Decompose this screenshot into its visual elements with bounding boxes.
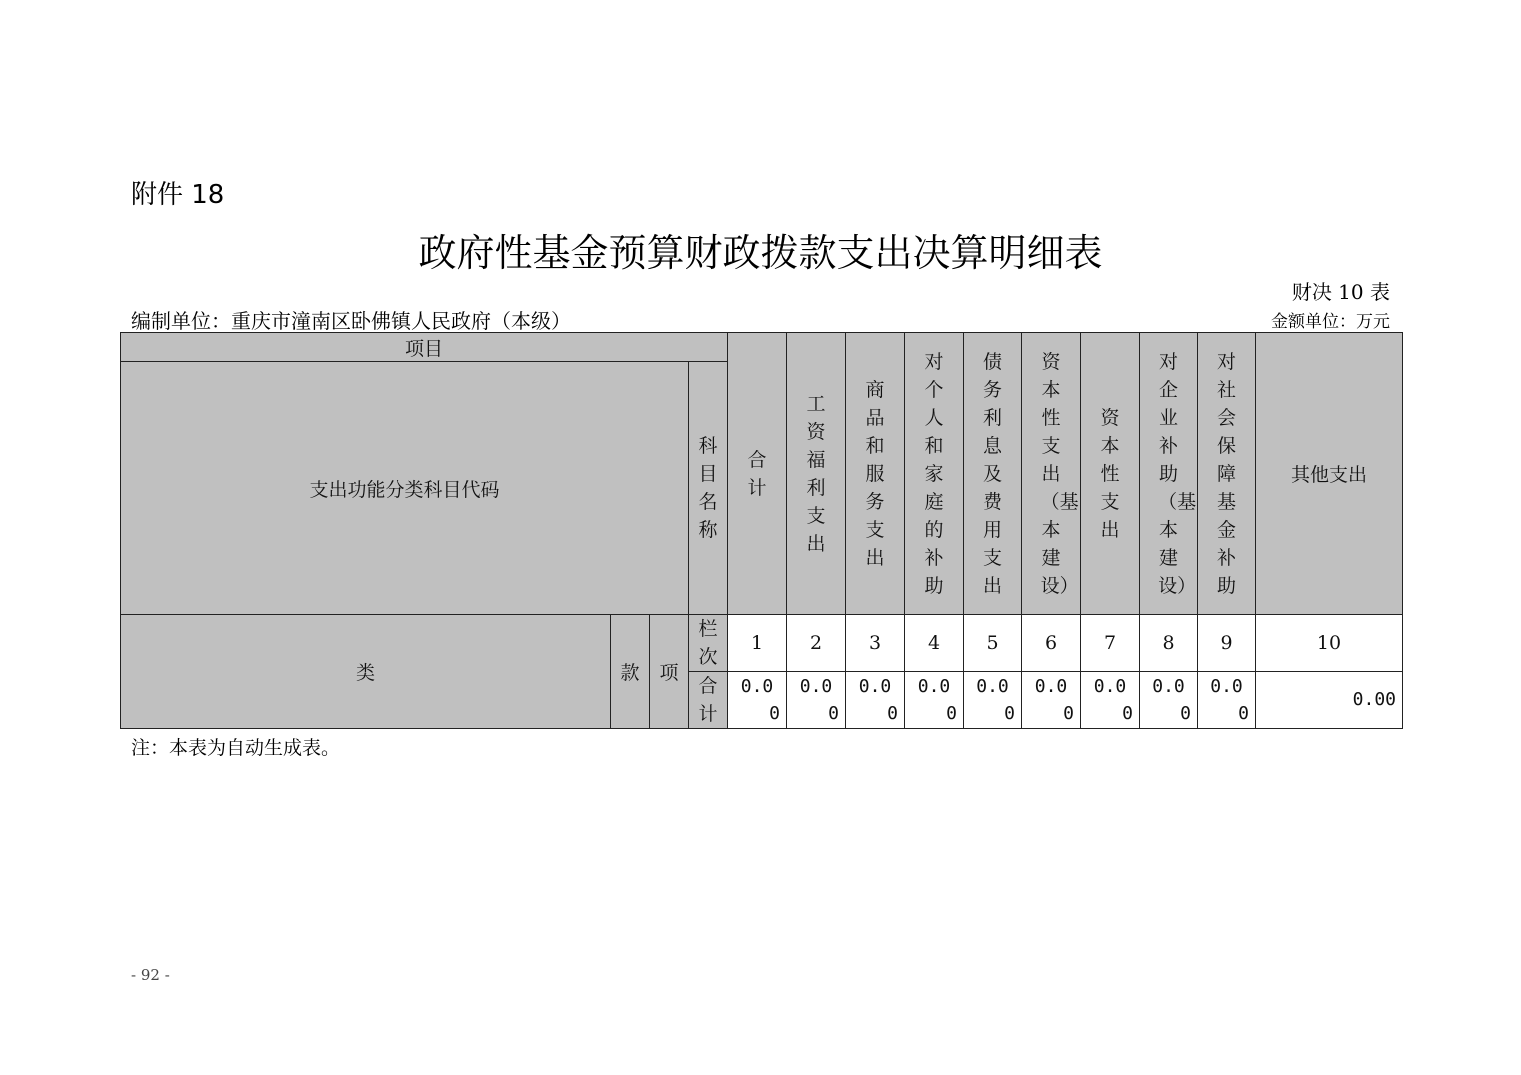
- col-header-9: 对社会保障基金补助: [1198, 333, 1256, 615]
- total-value-line1: 0.0: [1210, 676, 1243, 697]
- total-label: 合计: [689, 672, 728, 729]
- column-number: 7: [1081, 615, 1140, 672]
- total-value-line1: 0.0: [1093, 676, 1127, 697]
- row-label-xiang: 项: [650, 615, 689, 729]
- row-label-lanci: 栏次: [689, 615, 728, 672]
- amount-unit: 金额单位：万元: [1271, 312, 1390, 332]
- total-value-line2: 0: [769, 703, 781, 724]
- total-value-line2: 0: [887, 703, 899, 724]
- total-value-line1: 0.0: [1152, 676, 1185, 697]
- total-value-line2: 0: [1180, 703, 1192, 724]
- column-number: 9: [1198, 615, 1256, 672]
- col-header-4: 对个人和家庭的补助: [905, 333, 964, 615]
- compiling-unit: 编制单位：重庆市潼南区卧佛镇人民政府（本级）: [131, 309, 571, 333]
- attachment-label: 附件 18: [131, 180, 225, 210]
- total-value-line1: 0.0: [1034, 676, 1068, 697]
- expenditure-table: [120, 332, 1403, 729]
- total-value: [964, 672, 1022, 729]
- total-value: [728, 672, 787, 729]
- page-title: 政府性基金预算财政拨款支出决算明细表: [418, 231, 1103, 275]
- total-value-line1: 0.0: [799, 676, 833, 697]
- row-label-kuan: 款: [611, 615, 650, 729]
- col-header-6: 资本性支出（基本建设）: [1022, 333, 1081, 615]
- total-value-line1: 0.0: [976, 676, 1009, 697]
- total-value: [1140, 672, 1198, 729]
- total-value: [787, 672, 846, 729]
- total-value: [1022, 672, 1081, 729]
- header-subject-name: 科目名称: [689, 362, 728, 615]
- total-value-line2: 0: [828, 703, 840, 724]
- column-number: 6: [1022, 615, 1081, 672]
- total-value-line2: 0: [946, 703, 958, 724]
- column-number: 10: [1256, 615, 1403, 672]
- total-value-other: 0.00: [1256, 672, 1403, 729]
- total-value-line2: 0: [1063, 703, 1075, 724]
- total-value-line1: 0.0: [858, 676, 892, 697]
- column-number: 4: [905, 615, 964, 672]
- column-number: 1: [728, 615, 787, 672]
- column-number: 5: [964, 615, 1022, 672]
- col-header-3: 商品和服务支出: [846, 333, 905, 615]
- header-function-code: 支出功能分类科目代码: [121, 362, 689, 615]
- total-value: [846, 672, 905, 729]
- col-header-10: 其他支出: [1256, 333, 1403, 615]
- total-value: [1198, 672, 1256, 729]
- total-value: [1081, 672, 1140, 729]
- column-number: 8: [1140, 615, 1198, 672]
- total-value-line1: 0.0: [740, 676, 774, 697]
- total-value-line2: 0: [1004, 703, 1016, 724]
- total-value: [905, 672, 964, 729]
- total-value-line2: 0: [1238, 703, 1250, 724]
- total-value-line1: 0.0: [917, 676, 951, 697]
- table-note: 注：本表为自动生成表。: [131, 737, 341, 759]
- col-header-2: 工资福利支出: [787, 333, 846, 615]
- page-number: - 92 -: [131, 966, 170, 984]
- col-header-5: 债务利息及费用支出: [964, 333, 1022, 615]
- row-label-lei: 类: [121, 615, 611, 729]
- form-number: 财决 10 表: [1291, 280, 1390, 304]
- column-number: 2: [787, 615, 846, 672]
- total-value-line2: 0: [1122, 703, 1134, 724]
- col-header-1: 合计: [728, 333, 787, 615]
- col-header-8: 对企业补助（基本建设）: [1140, 333, 1198, 615]
- col-header-7: 资本性支出: [1081, 333, 1140, 615]
- column-number: 3: [846, 615, 905, 672]
- header-project: 项目: [121, 333, 728, 362]
